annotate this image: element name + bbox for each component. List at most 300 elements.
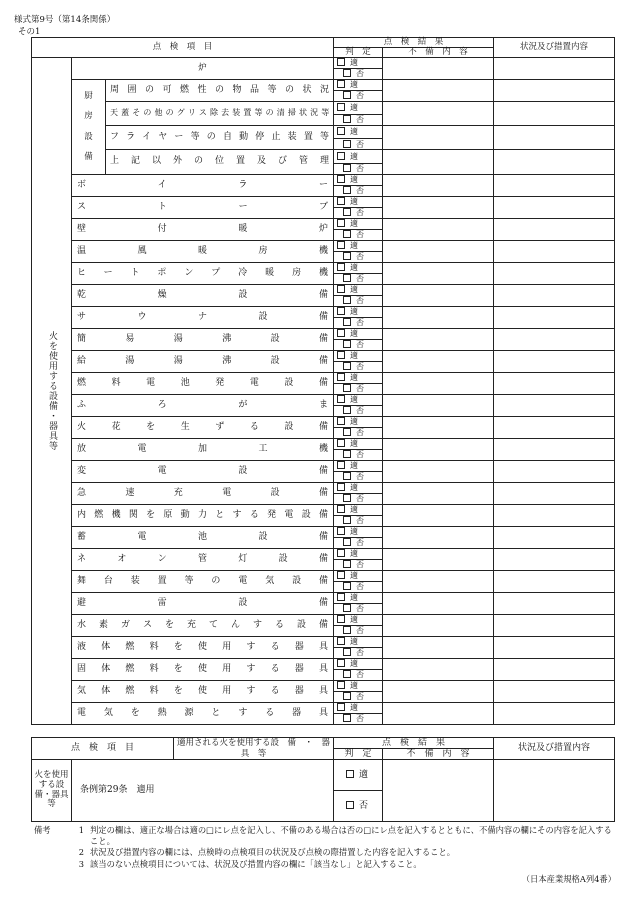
checkbox-icon[interactable] [337, 351, 345, 359]
item-10: ふろがま [72, 394, 334, 416]
item-23-status[interactable] [494, 680, 615, 702]
checkbox-icon[interactable] [343, 692, 351, 700]
item-4-deficiency[interactable] [383, 262, 494, 284]
item-5-judge-ng[interactable] [334, 295, 383, 306]
second-header-deficiency: 不 備 内 容 [383, 749, 494, 760]
item-12-judge-ng[interactable] [334, 449, 383, 460]
item-13-status[interactable] [494, 460, 615, 482]
judge-ok-label: 適 [350, 527, 358, 536]
item-21-judge-ng[interactable] [334, 647, 383, 658]
judge-ok-label: 適 [350, 637, 358, 646]
judge-ok-label: 適 [350, 659, 358, 668]
second-row-label: 火を使用する設備・器具等 [32, 760, 72, 822]
item-4: ヒートポンプ冷暖房機 [72, 262, 334, 284]
item-8-deficiency[interactable] [383, 350, 494, 372]
item-12-judge-ok[interactable] [334, 438, 383, 449]
checkbox-icon[interactable] [337, 197, 345, 205]
item-23-deficiency[interactable] [383, 680, 494, 702]
inspection-table [31, 37, 615, 725]
item-16-deficiency[interactable] [383, 526, 494, 548]
note-line [72, 859, 614, 870]
checkbox-icon[interactable] [337, 127, 345, 135]
item-10-deficiency[interactable] [383, 394, 494, 416]
checkbox-icon[interactable] [337, 58, 345, 66]
item-16-status[interactable] [494, 526, 615, 548]
second-judge-ok[interactable] [334, 760, 383, 791]
judge-ng-label: 否 [356, 450, 364, 459]
item-14-judge-ng[interactable] [334, 493, 383, 504]
item-24-status[interactable] [494, 702, 615, 724]
item-21-judge-ok[interactable] [334, 636, 383, 647]
checkbox-icon[interactable] [343, 626, 351, 634]
checkbox-icon[interactable] [337, 329, 345, 337]
judge-ng-label: 否 [356, 626, 364, 635]
note-text: 判定の欄は、適正な場合は適の□にレ点を記入し、不備のある場合は否の□にレ点を記入するとともに、不備内容の欄にその内容を記入すること。 [90, 825, 612, 847]
checkbox-icon[interactable] [337, 571, 345, 579]
judge-ok-label: 適 [350, 263, 358, 272]
judge-ng-label: 否 [356, 362, 364, 371]
item-20-judge-ok[interactable] [334, 614, 383, 625]
judge-ng-label: 否 [356, 384, 364, 393]
furnace-deficiency[interactable] [383, 57, 494, 79]
judge-ok-label: 適 [350, 103, 358, 113]
checkbox-icon[interactable] [343, 604, 351, 612]
judge-ng-label: 否 [356, 582, 364, 591]
item-17-status[interactable] [494, 548, 615, 570]
item-12-status[interactable] [494, 438, 615, 460]
checkbox-icon[interactable] [343, 450, 351, 458]
judge-ng-label: 否 [356, 670, 364, 679]
judge-ok-label: 適 [350, 197, 358, 206]
checkbox-icon[interactable] [346, 801, 354, 809]
note-line [72, 825, 614, 847]
kitchen-label-char: 設 [84, 131, 93, 142]
item-2-judge-ng[interactable] [334, 229, 383, 240]
item-0-judge-ng[interactable] [334, 185, 383, 196]
item-9: 燃料電池発電設備 [72, 372, 334, 394]
judge-ng-label: 否 [359, 801, 369, 811]
judge-ng-label: 否 [356, 604, 364, 613]
checkbox-icon[interactable] [337, 285, 345, 293]
item-19: 避雷設備 [72, 592, 334, 614]
item-1-judge-ok[interactable] [334, 196, 383, 207]
checkbox-icon[interactable] [343, 406, 351, 414]
judge-ng-label: 否 [356, 274, 364, 283]
kitchen-1-deficiency[interactable] [383, 101, 494, 125]
checkbox-icon[interactable] [337, 152, 345, 160]
checkbox-icon[interactable] [337, 373, 345, 381]
kitchen-item-1: 天蓋その他のグリス除去装置等の清掃状況等 [106, 101, 334, 125]
kitchen-0-judge-ok[interactable] [334, 79, 383, 90]
group-label: 火を使用する設備・器具等 [32, 57, 72, 724]
checkbox-icon[interactable] [337, 615, 345, 623]
form-title: 様式第9号（第14条関係） [14, 15, 116, 25]
checkbox-icon[interactable] [343, 538, 351, 546]
judge-ng-label: 否 [356, 252, 364, 261]
judge-ok-label: 適 [350, 439, 358, 448]
checkbox-icon[interactable] [337, 307, 345, 315]
item-1-deficiency[interactable] [383, 196, 494, 218]
item-22: 固体燃料を使用する器具 [72, 658, 334, 680]
item-10-judge-ng[interactable] [334, 405, 383, 416]
judge-ok-label: 適 [350, 351, 358, 360]
judge-ng-label: 否 [356, 69, 364, 78]
checkbox-icon[interactable] [343, 714, 351, 722]
item-3-judge-ok[interactable] [334, 240, 383, 251]
item-9-status[interactable] [494, 372, 615, 394]
item-24: 電気を熱源とする器具 [72, 702, 334, 724]
checkbox-icon[interactable] [343, 69, 351, 77]
checkbox-icon[interactable] [343, 384, 351, 392]
applied-table [31, 737, 615, 822]
judge-ng-label: 否 [356, 428, 364, 437]
item-2-status[interactable] [494, 218, 615, 240]
item-3: 温風暖房機 [72, 240, 334, 262]
item-11-status[interactable] [494, 416, 615, 438]
checkbox-icon[interactable] [343, 318, 351, 326]
checkbox-icon[interactable] [343, 252, 351, 260]
checkbox-icon[interactable] [337, 417, 345, 425]
header-items: 点 検 項 目 [32, 38, 334, 58]
item-17: ネオン管灯設備 [72, 548, 334, 570]
checkbox-icon[interactable] [343, 472, 351, 480]
note-text: 該当のない点検項目については、状況及び措置内容の欄に「該当なし」と記入すること。 [90, 858, 422, 869]
item-17-deficiency[interactable] [383, 548, 494, 570]
item-10-judge-ok[interactable] [334, 394, 383, 405]
item-4-status[interactable] [494, 262, 615, 284]
checkbox-icon[interactable] [343, 274, 351, 282]
item-23: 気体燃料を使用する器具 [72, 680, 334, 702]
item-11: 火花を生ずる設備 [72, 416, 334, 438]
item-16: 蓄電池設備 [72, 526, 334, 548]
item-1-status[interactable] [494, 196, 615, 218]
header-judgment: 判 定 [334, 48, 383, 58]
checkbox-icon[interactable] [343, 340, 351, 348]
judge-ng-label: 否 [356, 406, 364, 415]
item-10-status[interactable] [494, 394, 615, 416]
checkbox-icon[interactable] [337, 703, 345, 711]
furnace-judge-ok[interactable] [334, 57, 383, 68]
checkbox-icon[interactable] [343, 115, 351, 123]
item-19-judge-ok[interactable] [334, 592, 383, 603]
item-14: 急速充電設備 [72, 482, 334, 504]
item-18-deficiency[interactable] [383, 570, 494, 592]
second-deficiency-cell[interactable] [383, 760, 494, 822]
checkbox-icon[interactable] [337, 505, 345, 513]
item-24-judge-ng[interactable] [334, 713, 383, 724]
checkbox-icon[interactable] [337, 263, 345, 271]
kitchen-0-judge-ng[interactable] [334, 90, 383, 101]
form-subtitle: その1 [18, 27, 41, 37]
item-18-judge-ng[interactable] [334, 581, 383, 592]
judge-ng-label: 否 [356, 648, 364, 657]
item-20: 水素ガスを充てんする設備 [72, 614, 334, 636]
item-16-judge-ng[interactable] [334, 537, 383, 548]
item-2-judge-ok[interactable] [334, 218, 383, 229]
notes [31, 825, 614, 870]
note-number: 2 [78, 847, 84, 858]
judge-ok-label: 適 [350, 58, 358, 67]
item-9-judge-ng[interactable] [334, 383, 383, 394]
judge-ng-label: 否 [356, 208, 364, 217]
judge-ng-label: 否 [356, 230, 364, 239]
item-1-judge-ng[interactable] [334, 207, 383, 218]
item-21-deficiency[interactable] [383, 636, 494, 658]
checkbox-icon[interactable] [343, 516, 351, 524]
checkbox-icon[interactable] [343, 582, 351, 590]
checkbox-icon[interactable] [337, 549, 345, 557]
item-19-status[interactable] [494, 592, 615, 614]
item-2: 壁付暖炉 [72, 218, 334, 240]
item-13-judge-ng[interactable] [334, 471, 383, 482]
item-21: 液体燃料を使用する器具 [72, 636, 334, 658]
checkbox-icon[interactable] [337, 219, 345, 227]
item-23-judge-ok[interactable] [334, 680, 383, 691]
checkbox-icon[interactable] [337, 461, 345, 469]
item-21-status[interactable] [494, 636, 615, 658]
kitchen-2-deficiency[interactable] [383, 125, 494, 149]
item-6-judge-ok[interactable] [334, 306, 383, 317]
second-header-judgment: 判 定 [334, 749, 383, 760]
item-24-judge-ok[interactable] [334, 702, 383, 713]
kitchen-3-judge-ok[interactable] [334, 150, 383, 163]
item-16-judge-ok[interactable] [334, 526, 383, 537]
judge-ng-label: 否 [356, 472, 364, 481]
item-12: 放電加工機 [72, 438, 334, 460]
checkbox-icon[interactable] [337, 527, 345, 535]
note-line [72, 847, 614, 858]
second-status-cell[interactable] [494, 760, 615, 822]
checkbox-icon[interactable] [343, 560, 351, 568]
checkbox-icon[interactable] [337, 439, 345, 447]
judge-ok-label: 適 [350, 615, 358, 624]
checkbox-icon[interactable] [343, 494, 351, 502]
judge-ng-label: 否 [356, 115, 364, 125]
judge-ng-label: 否 [356, 692, 364, 701]
item-11-judge-ng[interactable] [334, 427, 383, 438]
item-8-status[interactable] [494, 350, 615, 372]
judge-ng-label: 否 [356, 296, 364, 305]
checkbox-icon[interactable] [343, 428, 351, 436]
checkbox-icon[interactable] [343, 296, 351, 304]
judge-ok-label: 適 [350, 505, 358, 514]
judge-ng-label: 否 [356, 340, 364, 349]
footer-spec: （日本産業規格A列4番） [521, 874, 616, 884]
kitchen-3-judge-ng[interactable] [334, 163, 383, 174]
checkbox-icon[interactable] [343, 140, 351, 148]
item-5: 乾燥設備 [72, 284, 334, 306]
note-text: 状況及び措置内容の欄には、点検時の点検項目の状況及び点検の際措置した内容を記入すること。 [90, 847, 456, 858]
item-8-judge-ng[interactable] [334, 361, 383, 372]
furnace-judge-ng[interactable] [334, 68, 383, 79]
judge-ng-label: 否 [356, 494, 364, 503]
item-8: 給湯湯沸設備 [72, 350, 334, 372]
item-4-judge-ok[interactable] [334, 262, 383, 273]
judge-ok-label: 適 [359, 770, 369, 780]
note-number: 1 [78, 825, 84, 835]
note-number: 3 [78, 858, 84, 869]
checkbox-icon[interactable] [337, 659, 345, 667]
kitchen-label-char: 厨 [84, 90, 93, 101]
item-18-judge-ok[interactable] [334, 570, 383, 581]
item-6-judge-ng[interactable] [334, 317, 383, 328]
checkbox-icon[interactable] [337, 80, 345, 88]
item-20-status[interactable] [494, 614, 615, 636]
item-8-judge-ok[interactable] [334, 350, 383, 361]
judge-ok-label: 適 [350, 80, 358, 89]
item-7: 簡易湯沸設備 [72, 328, 334, 350]
item-20-deficiency[interactable] [383, 614, 494, 636]
item-14-judge-ok[interactable] [334, 482, 383, 493]
item-9-deficiency[interactable] [383, 372, 494, 394]
checkbox-icon[interactable] [343, 164, 351, 172]
judge-ok-label: 適 [350, 483, 358, 492]
judge-ok-label: 適 [350, 681, 358, 690]
item-6: サウナ設備 [72, 306, 334, 328]
item-18-status[interactable] [494, 570, 615, 592]
kitchen-label-char: 備 [84, 152, 93, 162]
item-14-deficiency[interactable] [383, 482, 494, 504]
second-header-results: 点 検 結 果 [334, 738, 494, 749]
item-15-judge-ng[interactable] [334, 515, 383, 526]
checkbox-icon[interactable] [337, 681, 345, 689]
checkbox-icon[interactable] [337, 637, 345, 645]
judge-ng-label: 否 [356, 516, 364, 525]
item-5-deficiency[interactable] [383, 284, 494, 306]
checkbox-icon[interactable] [343, 91, 351, 99]
item-7-judge-ok[interactable] [334, 328, 383, 339]
item-3-judge-ng[interactable] [334, 251, 383, 262]
item-0-judge-ok[interactable] [334, 174, 383, 185]
item-6-deficiency[interactable] [383, 306, 494, 328]
item-22-status[interactable] [494, 658, 615, 680]
item-7-status[interactable] [494, 328, 615, 350]
checkbox-icon[interactable] [337, 103, 345, 111]
kitchen-0-status[interactable] [494, 79, 615, 101]
item-2-deficiency[interactable] [383, 218, 494, 240]
kitchen-1-judge-ok[interactable] [334, 101, 383, 114]
checkbox-icon[interactable] [337, 241, 345, 249]
judge-ok-label: 適 [350, 593, 358, 602]
judge-ok-label: 適 [350, 461, 358, 470]
checkbox-icon[interactable] [337, 395, 345, 403]
checkbox-icon[interactable] [343, 670, 351, 678]
checkbox-icon[interactable] [337, 483, 345, 491]
checkbox-icon[interactable] [343, 186, 351, 194]
item-24-deficiency[interactable] [383, 702, 494, 724]
item-12-deficiency[interactable] [383, 438, 494, 460]
kitchen-label-char: 房 [84, 111, 93, 121]
item-23-judge-ng[interactable] [334, 691, 383, 702]
item-20-judge-ng[interactable] [334, 625, 383, 636]
checkbox-icon[interactable] [337, 175, 345, 183]
header-status: 状況及び措置内容 [494, 38, 615, 58]
judge-ok-label: 適 [350, 571, 358, 580]
kitchen-1-judge-ng[interactable] [334, 114, 383, 125]
kitchen-3-status[interactable] [494, 150, 615, 174]
judge-ok-label: 適 [350, 395, 358, 404]
item-5-judge-ok[interactable] [334, 284, 383, 295]
item-7-judge-ng[interactable] [334, 339, 383, 350]
judge-ok-label: 適 [350, 241, 358, 250]
item-0: ボイラー [72, 174, 334, 196]
kitchen-0-deficiency[interactable] [383, 79, 494, 101]
item-furnace: 炉 [72, 57, 334, 79]
item-17-judge-ok[interactable] [334, 548, 383, 559]
second-applied-value: 条例第29条 適用 [72, 760, 334, 822]
second-header-applied: 適用される火を使用する設 備 ・ 器 具 等 [174, 738, 334, 760]
checkbox-icon[interactable] [343, 362, 351, 370]
item-15-judge-ok[interactable] [334, 504, 383, 515]
judge-ng-label: 否 [356, 164, 364, 173]
item-1: ストーブ [72, 196, 334, 218]
item-22-judge-ng[interactable] [334, 669, 383, 680]
item-14-status[interactable] [494, 482, 615, 504]
item-7-deficiency[interactable] [383, 328, 494, 350]
header-deficiency: 不 備 内 容 [383, 48, 494, 58]
item-18: 舞台装置等の電気設備 [72, 570, 334, 592]
item-17-judge-ng[interactable] [334, 559, 383, 570]
item-3-status[interactable] [494, 240, 615, 262]
item-13-judge-ok[interactable] [334, 460, 383, 471]
item-0-deficiency[interactable] [383, 174, 494, 196]
kitchen-1-status[interactable] [494, 101, 615, 125]
item-0-status[interactable] [494, 174, 615, 196]
judge-ng-label: 否 [356, 91, 364, 100]
item-6-status[interactable] [494, 306, 615, 328]
item-22-deficiency[interactable] [383, 658, 494, 680]
item-15-status[interactable] [494, 504, 615, 526]
notes-label: 備考 [34, 825, 51, 835]
item-11-deficiency[interactable] [383, 416, 494, 438]
kitchen-2-judge-ok[interactable] [334, 125, 383, 138]
item-19-judge-ng[interactable] [334, 603, 383, 614]
judge-ok-label: 適 [350, 219, 358, 228]
item-9-judge-ok[interactable] [334, 372, 383, 383]
item-3-deficiency[interactable] [383, 240, 494, 262]
judge-ok-label: 適 [350, 175, 358, 184]
judge-ok-label: 適 [350, 307, 358, 316]
kitchen-2-judge-ng[interactable] [334, 139, 383, 150]
checkbox-icon[interactable] [343, 230, 351, 238]
judge-ok-label: 適 [350, 549, 358, 558]
item-19-deficiency[interactable] [383, 592, 494, 614]
second-judge-ng[interactable] [334, 791, 383, 822]
item-4-judge-ng[interactable] [334, 273, 383, 284]
checkbox-icon[interactable] [343, 648, 351, 656]
item-11-judge-ok[interactable] [334, 416, 383, 427]
item-13: 変電設備 [72, 460, 334, 482]
kitchen-2-status[interactable] [494, 125, 615, 149]
kitchen-label [72, 79, 106, 174]
judge-ng-label: 否 [356, 139, 364, 149]
kitchen-item-2: フライヤー等の自動停止装置等 [106, 125, 334, 149]
kitchen-3-deficiency[interactable] [383, 150, 494, 174]
checkbox-icon[interactable] [343, 208, 351, 216]
checkbox-icon[interactable] [346, 770, 354, 778]
kitchen-item-0: 周囲の可燃性の物品等の状況 [106, 79, 334, 101]
judge-ok-label: 適 [350, 373, 358, 382]
item-22-judge-ok[interactable] [334, 658, 383, 669]
second-header-items: 点 検 項 目 [32, 738, 174, 760]
furnace-status[interactable] [494, 57, 615, 79]
item-13-deficiency[interactable] [383, 460, 494, 482]
item-5-status[interactable] [494, 284, 615, 306]
judge-ok-label: 適 [350, 127, 358, 137]
item-15-deficiency[interactable] [383, 504, 494, 526]
judge-ok-label: 適 [350, 703, 358, 712]
checkbox-icon[interactable] [337, 593, 345, 601]
